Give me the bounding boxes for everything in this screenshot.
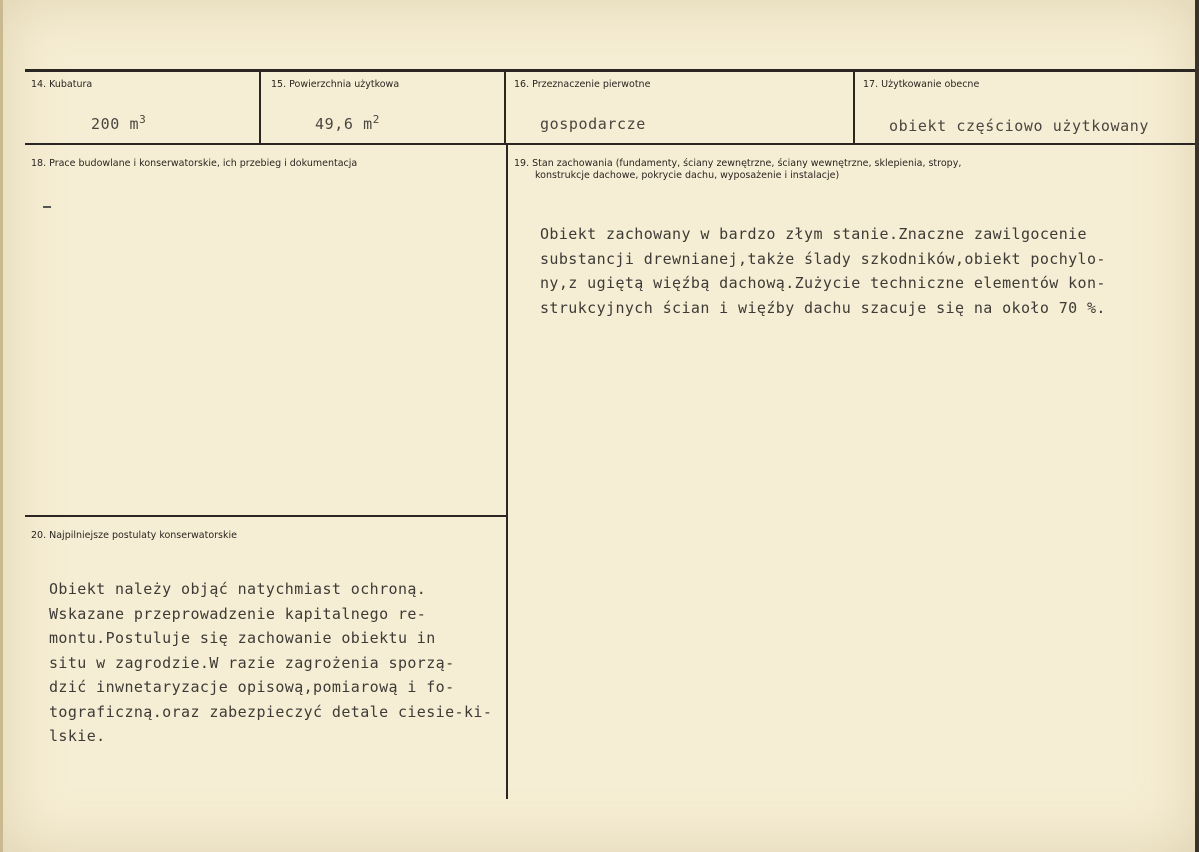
field-17-label: 17. Użytkowanie obecne bbox=[863, 79, 980, 90]
field-19-text bbox=[540, 222, 1106, 320]
field-20-line: lskie. bbox=[49, 727, 106, 745]
field-20-line: tograficzną.oraz zabezpieczyć detale ciesie-ki- bbox=[49, 702, 493, 721]
field-14-value-text: 200 m bbox=[91, 115, 140, 133]
field-18-dash bbox=[43, 206, 51, 208]
field-15-exponent: 2 bbox=[372, 113, 381, 126]
field-20-line: Obiekt należy objąć natychmiast ochroną. bbox=[49, 580, 427, 598]
field-16-value: gospodarcze bbox=[540, 115, 646, 133]
field-18-label: 18. Prace budowlane i konserwatorskie, ich przebieg i dokumentacja bbox=[31, 158, 358, 169]
field-20-line: situ w zagrodzie.W razie zagrożenia sporzą- bbox=[49, 653, 455, 672]
field-20-text bbox=[49, 577, 492, 749]
col-sep-3 bbox=[853, 70, 855, 144]
field-16-label: 16. Przeznaczenie pierwotne bbox=[514, 79, 651, 90]
field-20-label: 20. Najpilniejsze postulaty konserwatorskie bbox=[31, 530, 237, 541]
field-19-label-line2: konstrukcje dachowe, pokrycie dachu, wyposażenie i instalacje) bbox=[535, 170, 840, 181]
top-rule bbox=[25, 69, 1195, 72]
field-14-label: 14. Kubatura bbox=[31, 79, 93, 90]
field-20-line: montu.Postuluje się zachowanie obiektu in bbox=[49, 629, 436, 647]
field-20-line: dzić inwnetaryzacje opisową,pomiarową i fo- bbox=[49, 678, 455, 696]
col-sep-2 bbox=[504, 70, 506, 144]
field-17-value: obiekt częściowo użytkowany bbox=[889, 117, 1150, 135]
f20-rule bbox=[25, 515, 507, 517]
field-19-label-line1: 19. Stan zachowania (fundamenty, ściany zewnętrzne, ściany wewnętrzne, sklepienia, stropy, bbox=[514, 158, 962, 169]
field-14-exponent: 3 bbox=[139, 113, 147, 126]
field-19-line: substancji drewnianej,także ślady szkodników,obiekt pochylo- bbox=[540, 249, 1106, 268]
field-15-label: 15. Powierzchnia użytkowa bbox=[271, 79, 400, 90]
field-15-value bbox=[315, 113, 380, 133]
field-20-line: Wskazane przeprowadzenie kapitalnego re- bbox=[49, 604, 427, 623]
field-19-line: strukcyjnych ścian i więźby dachu szacuje się na około 70 %. bbox=[540, 298, 1106, 317]
field-14-value bbox=[91, 113, 146, 133]
row1-rule bbox=[25, 143, 1195, 145]
main-col-sep bbox=[506, 144, 508, 799]
col-sep-1 bbox=[259, 70, 261, 144]
field-19-line: ny,z ugiętą więźbą dachową.Zużycie techniczne elementów kon- bbox=[540, 274, 1106, 292]
field-19-line: Obiekt zachowany w bardzo złym stanie.Znaczne zawilgocenie bbox=[540, 225, 1087, 243]
field-15-value-text: 49,6 m bbox=[315, 115, 373, 133]
